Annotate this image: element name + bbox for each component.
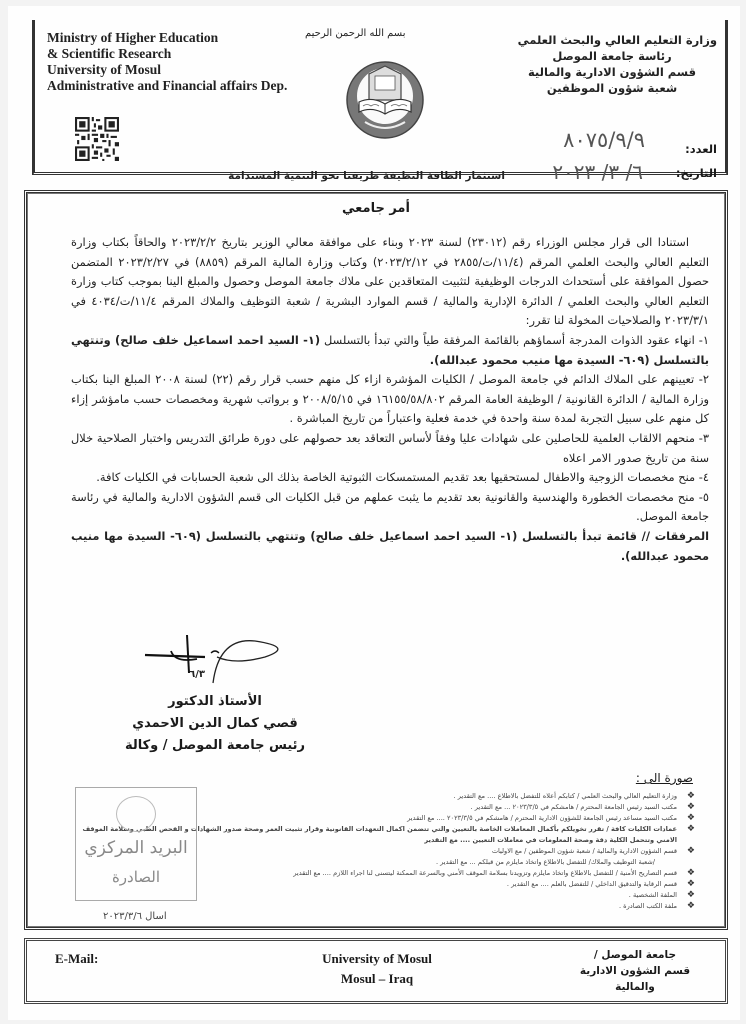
bullet-icon: ❖ <box>686 791 695 801</box>
stamp-line-1: البريد المركزي <box>84 838 188 858</box>
order-item-1-text: ١- انهاء عقود الذوات المدرجة أسماؤهم بالقائمة المرفقة طياً والتي تبدأ بالتسلسل <box>320 332 709 347</box>
footer-address <box>277 949 477 989</box>
ar-line-ministry: وزارة التعليم العالي والبحث العلمي <box>517 33 717 47</box>
order-item-3: ٣- منحهم الالقاب العلمية للحاصلين على شهادات عليا وفقاً لأساس التعاقد بعد حصولهم على دورة طرائق التدريس واختبار الصلاحية خلال سنة من تاريخ صدور الامر اعلاه <box>71 430 709 465</box>
attachments <box>71 527 709 566</box>
order-item-5: ٥- منح مخصصات الخطورة والهندسية والقانونية بعد تقديم ما يثبت عملهم من قبل الكليات الى قسم الشؤون الادارية والمالية في رئاسة جامعة الموصل. <box>71 489 709 524</box>
number-label: العدد: <box>685 142 717 156</box>
stamp-line-2: الصادرة <box>111 868 161 886</box>
outgoing-date: اسال ٢٠٢٣/٣/٦ <box>103 911 167 922</box>
cc-item: ❖ الملفة الشخصية . <box>628 890 695 900</box>
bullet-icon: ❖ <box>686 802 695 812</box>
document-page <box>8 6 740 1020</box>
bullet-icon: ❖ <box>686 846 695 856</box>
ar-line-department: قسم الشؤون الادارية والمالية <box>527 65 697 79</box>
cc-item: ❖ وزارة التعليم العالي والبحث العلمي / كتابكم أعلاه للتفضل بالاطلاع .... مع التقدير . <box>453 791 695 801</box>
footer-arabic <box>575 947 695 995</box>
central-mail-stamp <box>75 787 197 901</box>
english-letterhead <box>47 30 287 94</box>
cc-item: ❖ ملفة الكتب الصادرة . <box>618 901 695 911</box>
signature-block <box>115 633 315 773</box>
bullet-icon: ❖ <box>686 813 695 823</box>
bullet-icon: ❖ <box>686 901 695 911</box>
en-line-department: Administrative and Financial affairs Dep. <box>47 78 288 93</box>
cc-subitem: /شعبة التوظيف والملاك/ للتفضل بالاطلاع واتخاذ مايلزم من قبلكم ... مع التقدير . <box>435 858 655 866</box>
university-seal-icon <box>345 60 425 140</box>
cc-title: صورة الى : <box>635 771 693 785</box>
order-body <box>24 190 728 930</box>
bullet-icon: ❖ <box>686 868 695 878</box>
footer-university: University of Mosul <box>322 951 432 966</box>
email-label: E-Mail: <box>55 951 99 966</box>
arabic-letterhead <box>507 32 717 96</box>
cc-item: ❖ عمادات الكليات كافة / تقرر تخويلكم بأكمال المعاملات الخاصة بالتعيين والتي تتضمن اكمال التعهدات القانونية وقرار تثبيت العمر وصحة صدور الشهادات و الفحص الطبي وسلامة الموقف الامني وتتحمل الكلية دقة وصحة المعلومات في معاملات التعيين .... مع التقدير <box>82 824 695 844</box>
order-item-1-range: (١- السيد احمد اسماعيل خلف صالح) وتنتهي بالتسلسل (٦٠٩- السيدة مها منيب محمود عبدالله). <box>71 332 709 367</box>
footer-ar-line-2: قسم الشؤون الادارية <box>579 965 691 977</box>
bullet-icon: ❖ <box>686 890 695 900</box>
slogan: استثمار الطاقة النظيفة طريقنا نحو التنمية المستدامة <box>228 170 505 182</box>
cc-item: ❖ مكتب السيد رئيس الجامعة المحترم / هامشكم في ٢٠٢٣/٣/٥ ... مع التقدير . <box>470 802 695 812</box>
bullet-icon: ❖ <box>686 879 695 889</box>
cc-item: ❖ قسم الشؤون الادارية والمالية / شعبة شؤون الموظفين / مع الاوليات <box>491 846 695 856</box>
en-line-ministry: Ministry of Higher Education <box>47 30 219 45</box>
bullet-icon: ❖ <box>686 824 695 834</box>
cc-item: ❖ قسم الرقابة والتدقيق الداخلي / للتفضل بالعلم .... مع التقدير . <box>506 879 695 889</box>
signature-date: ٦/٣ <box>189 669 205 680</box>
letterhead <box>32 20 728 184</box>
footer-ar-line-1: جامعة الموصل / <box>593 949 677 961</box>
document-date: ٦/ ٣/ ٢٠٢٣ <box>552 160 643 184</box>
order-text <box>71 233 709 566</box>
cc-item: ❖ قسم التصاريح الأمنية / للتفضل بالاطلاع واتخاذ مايلزم وتزويدنا بسلامة الموقف الأمني وبالسرعة الممكنة ليتسنى لنا اجراء اللازم .... مع التقدير <box>293 868 695 878</box>
attachments-text: المرفقات // قائمة تبدأ بالتسلسل (١- السيد احمد اسماعيل خلف صالح) وتنتهي بالتسلسل (٦٠٩- السيدة مها منيب محمود عبدالله). <box>71 528 710 563</box>
en-line-university: University of Mosul <box>47 62 161 77</box>
signer-name: قصي كمال الدين الاحمدي <box>132 716 298 731</box>
document-number: ٨٠٧٥/٩/٩ <box>563 128 645 152</box>
order-item-4: ٤- منح مخصصات الزوجية والاطفال لمستحقيها بعد تقديم المستمسكات الثبوتية الخاصة بذلك الى شعبة الحسابات في الكليات كافة. <box>96 470 709 485</box>
order-intro: استنادا الى قرار مجلس الوزراء رقم (٢٣٠١٢) لسنة ٢٠٢٣ وبناء على موافقة معالي الوزير بتاريخ ٢٠٢٣/٢/٢ والحاقاً بكتاب وزارة التعليم العالي والبحث العلمي المرقم (١١/٤/ت/٢٨٥٥ في ٢٠٢٣/٢/١٢) وكتاب وزارة المالية المرقم (٨٨٥٩) في ٢٠٢٣/٢/٢٧ المتضمن حصول الموافقة على أستحداث الدرجات الوظيفية لتثبيت المتعاقدين على ملاك جامعة الموصل وحصول والمبلغ الينا بموجب كتاب وزارة التعليم العالي والبحث العلمي / الدائرة الإدارية والمالية / قسم الموارد البشرية / شعبة التوظيف والملاك المرقم ١١/٤/ت/٤٠٣٤ في ٢٠٢٣/٣/١ والصلاحيات المخولة لنا تقرر: <box>71 235 710 328</box>
signer-position: رئيس جامعة الموصل / وكالة <box>124 738 306 753</box>
signer-title: الأستاذ الدكتور <box>168 694 262 709</box>
order-title: أمر جامعي <box>342 201 410 216</box>
order-item-2: ٢- تعيينهم على الملاك الدائم في جامعة الموصل / الكليات المؤشرة ازاء كل منهم حسب قرار رقم (٢٢) لسنة ٢٠٠٨ المبلغ الينا بكتاب وزارة المالية / الدائرة القانونية / الوظيفة العامة المرقم ١٦١٥٥/٥٨/٨٠٢ في ٢٠٠٨/٥/١٥ و برواتب شهرية ومخصصات حسب مامؤشر إزاء كل منهم على سبيل التجربة لمدة سنة واحدة في خدمة فعلية واعتباراً من تاريخ المباشرة . <box>71 372 709 426</box>
basmala: بسم الله الرحمن الرحيم <box>305 28 406 39</box>
ar-line-presidency: رئاسة جامعة الموصل <box>552 49 672 63</box>
qr-code-icon <box>75 116 119 162</box>
stamp-seal-icon <box>116 796 156 832</box>
signature-icon <box>135 633 295 691</box>
footer-ar-line-3: والمالية <box>615 981 655 993</box>
cc-item: ❖ مكتب السيد مساعد رئيس الجامعة للشؤون الادارية المحترم / هامشكم في ٢٠٢٣/٣/٥ .... مع التقدير <box>407 813 695 823</box>
en-line-research: & Scientific Research <box>47 46 172 61</box>
ar-line-section: شعبة شؤون الموظفين <box>546 81 678 95</box>
footer <box>24 938 728 1004</box>
date-label: التاريخ: <box>675 166 717 180</box>
order-item-1 <box>71 331 709 370</box>
footer-city: Mosul – Iraq <box>340 971 414 986</box>
